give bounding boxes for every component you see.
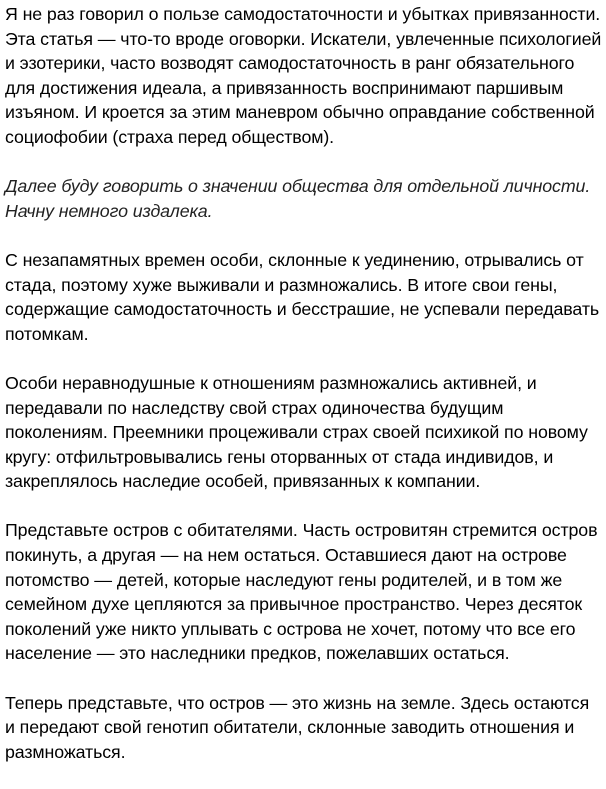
- paragraph-ancient-times: С незапамятных времен особи, склонные к уединению, отрывались от стада, поэтому хуже выживали и размножались. В итоге свои гены, содержащие самодостаточность и бесстрашие, не успевали передавать потомкам.: [5, 249, 600, 344]
- paragraph-earth-island: Теперь представьте, что остров — это жизнь на земле. Здесь остаются и передают свой генотип обитатели, склонные заводить отношения и размножаться.: [5, 692, 590, 762]
- paragraph-social-individuals: Особи неравнодушные к отношениям размножались активней, и передавали по наследству свой страх одиночества будущим поколениям. Преемники процеживали страх своей психикой по новому кругу: отфильтровывались гены оторванных от стада индивидов, и закреплялось наследие особей, привязанных к компании.: [5, 372, 588, 492]
- paragraph-intro-italic: Далее буду говорить о значении общества для отдельной личности. Начну немного издалека.: [5, 176, 591, 221]
- paragraph-self-sufficiency: Я не раз говорил о пользе самодостаточности и убытках привязанности. Эта статья — что-то вроде оговорки. Искатели, увлеченные психологией и эзотерики, часто возводят самодостаточность в ранг обязательного для достижения идеала, а привязанность воспринимают паршивым изъяном. И кроется за этим маневром обычно оправдание собственной социофобии (страха перед обществом).: [5, 4, 602, 147]
- paragraph-island: Представьте остров с обитателями. Часть островитян стремится остров покинуть, а другая — на нем остаться. Оставшиеся дают на острове потомство — детей, которые наследуют гены родителей, и в том же семейном духе цепляются за привычное пространство. Через десяток поколений уже никто уплывать с острова не хочет, потому что все его население — это наследники предков, пожелавших остаться.: [5, 520, 598, 664]
